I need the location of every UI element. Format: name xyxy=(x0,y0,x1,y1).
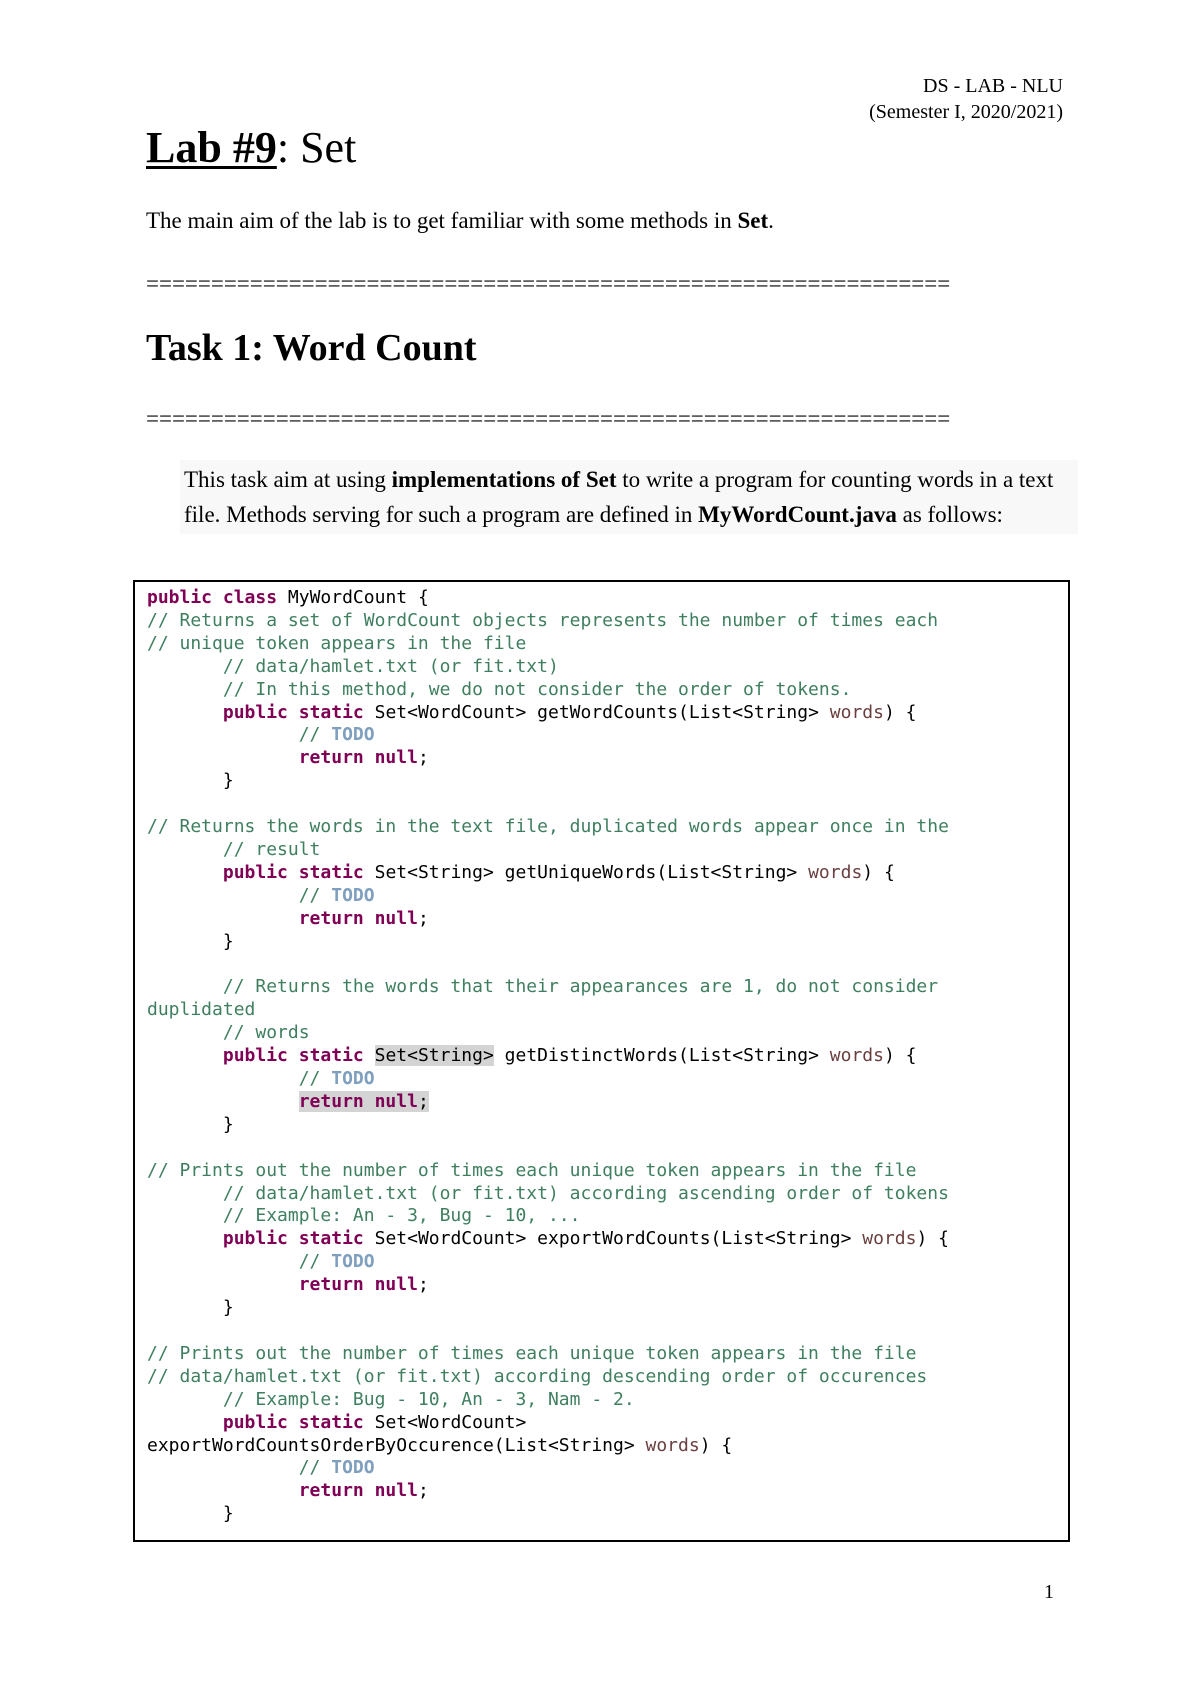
code-comment: // xyxy=(298,1068,332,1090)
keyword: public xyxy=(222,701,288,723)
code-comment: // xyxy=(298,1251,332,1273)
semester-label: (Semester I, 2020/2021) xyxy=(869,101,1063,123)
code-comment: // words xyxy=(222,1022,310,1044)
code-comment: // data/hamlet.txt (or fit.txt) xyxy=(222,655,559,677)
code-comment: // Prints out the number of times each unique token appears in the file xyxy=(147,1342,917,1364)
code-comment: // unique token appears in the file xyxy=(147,632,527,654)
code-punct: } xyxy=(222,1503,234,1525)
code-punct: ; xyxy=(417,1274,429,1296)
separator-line: ============================================================== xyxy=(146,272,951,296)
intro-text-end: . xyxy=(768,208,774,233)
intro-bold: Set xyxy=(737,208,769,233)
code-comment: // xyxy=(298,884,332,906)
code-comment: // xyxy=(298,724,332,746)
task-description xyxy=(180,460,1078,534)
method-signature: getDistinctWords(List<String> xyxy=(493,1045,830,1067)
code-comment: // Prints out the number of times each unique token appears in the file xyxy=(147,1159,917,1181)
code-punct: ) { xyxy=(916,1228,949,1250)
todo-tag: TODO xyxy=(331,1457,375,1479)
todo-tag: TODO xyxy=(331,884,375,906)
code-comment: // data/hamlet.txt (or fit.txt) according descending order of occurences xyxy=(147,1365,928,1387)
method-signature: exportWordCountsOrderByOccurence(List<String> xyxy=(147,1434,646,1456)
course-label: DS - LAB - NLU xyxy=(923,75,1063,97)
separator-line: ============================================================== xyxy=(146,407,951,431)
class-declaration: MyWordCount { xyxy=(287,587,429,608)
keyword: static xyxy=(298,701,364,723)
keyword: null xyxy=(374,747,418,769)
page-number: 1 xyxy=(1044,1581,1054,1603)
todo-tag: TODO xyxy=(331,724,375,746)
keyword: return xyxy=(298,1274,364,1296)
desc-bold: implementations of Set xyxy=(391,467,617,492)
lab-number: Lab #9 xyxy=(146,123,277,172)
keyword: class xyxy=(222,587,278,608)
code-comment: // result xyxy=(222,838,321,860)
lab-topic: Set xyxy=(289,123,357,172)
keyword: static xyxy=(298,1228,364,1250)
code-comment: // xyxy=(298,1457,332,1479)
code-punct: } xyxy=(222,1113,234,1135)
code-punct: ) { xyxy=(699,1434,733,1456)
code-punct: ) { xyxy=(883,1045,917,1067)
keyword: public xyxy=(222,1411,288,1433)
highlighted-return-statement xyxy=(299,1091,429,1112)
task-title: Task 1: Word Count xyxy=(146,327,477,369)
code-punct: ; xyxy=(417,1480,429,1502)
keyword: static xyxy=(298,1411,364,1433)
code-comment: // Returns the words that their appearances are 1, do not consider xyxy=(222,976,939,998)
keyword: return xyxy=(298,747,364,769)
keyword: static xyxy=(298,861,364,883)
desc-text: This task aim at using xyxy=(184,467,392,492)
keyword: null xyxy=(374,907,418,929)
keyword: public xyxy=(222,1228,288,1250)
todo-tag: TODO xyxy=(331,1251,375,1273)
desc-text: to write a program for counting words in a text file. Methods serving for such a program are defined in xyxy=(184,467,1054,527)
code-punct: ; xyxy=(417,747,429,769)
code-comment: // data/hamlet.txt (or fit.txt) according ascending order of tokens xyxy=(222,1182,949,1204)
code-punct: ) { xyxy=(883,701,917,723)
code-punct: ) { xyxy=(862,861,895,883)
title-separator: : xyxy=(276,123,290,172)
method-signature: Set<WordCount> getWordCounts(List<String> xyxy=(374,701,830,723)
method-signature: Set<String> getUniqueWords(List<String> xyxy=(374,861,809,883)
keyword: return xyxy=(298,1090,364,1112)
intro-text: The main aim of the lab is to get familiar with some methods in xyxy=(146,208,738,233)
parameter: words xyxy=(808,861,863,883)
todo-tag: TODO xyxy=(331,1068,375,1090)
code-punct: ; xyxy=(417,1090,429,1112)
intro-paragraph xyxy=(146,206,774,236)
highlighted-return-type: Set<String> xyxy=(374,1045,494,1067)
keyword: static xyxy=(298,1045,364,1067)
code-block xyxy=(147,587,1068,1526)
code-comment: // Returns the words in the text file, duplicated words appear once in the xyxy=(147,816,949,838)
keyword: return xyxy=(298,1480,364,1502)
keyword: null xyxy=(374,1274,418,1296)
desc-filename: MyWordCount.java xyxy=(698,502,897,527)
desc-text: as follows: xyxy=(896,502,1003,527)
code-comment: // Example: Bug - 10, An - 3, Nam - 2. xyxy=(222,1388,635,1410)
code-listing xyxy=(133,580,1070,1542)
method-signature: Set<WordCount> xyxy=(374,1411,527,1433)
parameter: words xyxy=(645,1434,700,1456)
keyword: public xyxy=(222,1045,288,1067)
keyword: null xyxy=(374,1090,418,1112)
code-punct: ; xyxy=(417,907,429,929)
parameter: words xyxy=(862,1228,917,1250)
code-punct: } xyxy=(222,930,234,952)
keyword: return xyxy=(298,907,364,929)
keyword: null xyxy=(374,1480,418,1502)
document-header xyxy=(869,73,1063,125)
code-comment: // In this method, we do not consider the order of tokens. xyxy=(222,678,852,700)
parameter: words xyxy=(829,1045,884,1067)
code-comment: duplidated xyxy=(147,999,256,1021)
code-punct: } xyxy=(222,1297,234,1319)
keyword: public xyxy=(222,861,288,883)
code-punct: } xyxy=(222,770,234,792)
code-comment: // Example: An - 3, Bug - 10, ... xyxy=(222,1205,581,1227)
code-comment: // Returns a set of WordCount objects represents the number of times each xyxy=(147,609,939,631)
keyword: public xyxy=(147,587,213,608)
page-title xyxy=(146,120,356,176)
method-signature: Set<WordCount> exportWordCounts(List<String> xyxy=(374,1228,863,1250)
parameter: words xyxy=(829,701,884,723)
